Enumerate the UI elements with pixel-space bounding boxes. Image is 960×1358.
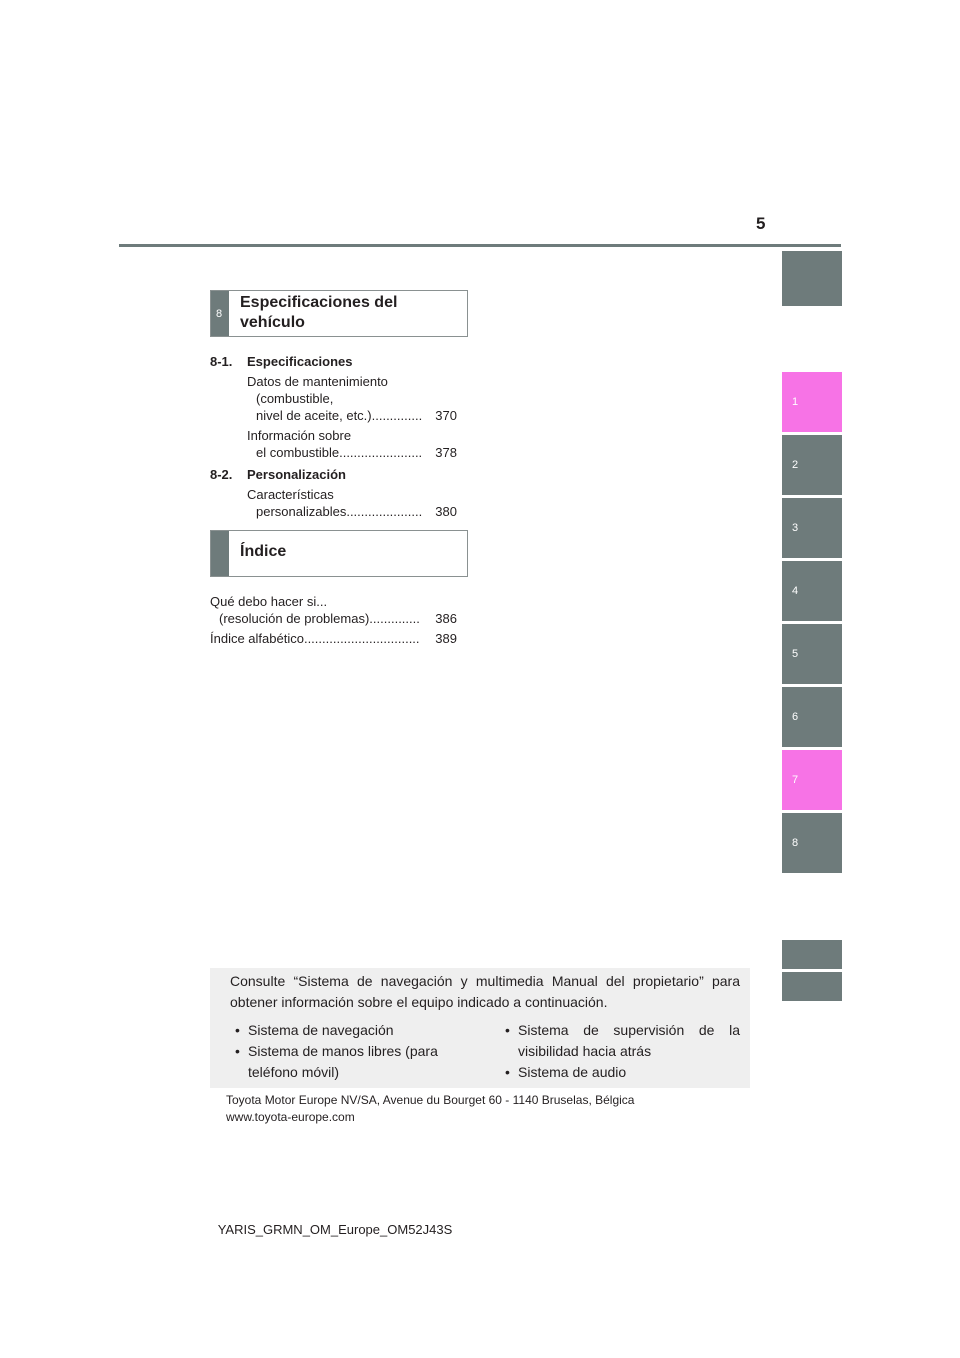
header-rule	[119, 244, 841, 247]
list-item: • Sistema de manos libres (para teléfono móvil)	[230, 1041, 460, 1083]
toc-chapter-8-1[interactable]: 8-1. Especificaciones	[210, 354, 353, 369]
section-number-bar: 8	[211, 291, 229, 336]
page-number: 5	[756, 214, 766, 233]
toc-specs	[210, 353, 457, 520]
tab-blank-index-2[interactable]	[782, 972, 842, 1001]
note-list-right	[500, 1020, 740, 1083]
tab-chapter-6[interactable]: 6	[782, 687, 842, 747]
document-code: YARIS_GRMN_OM_Europe_OM52J43S	[217, 1222, 453, 1237]
list-item: • Sistema de navegación	[230, 1020, 460, 1041]
toc-index	[210, 593, 457, 647]
multimedia-note-box	[210, 968, 750, 1088]
page-ref: 370	[435, 408, 457, 423]
tab-chapter-3[interactable]: 3	[782, 498, 842, 558]
toc-entry-maintenance-data[interactable]: Datos de mantenimiento (combustible, nivel de aceite, etc.).............. 370	[247, 374, 457, 423]
toc-entry-alphabetical-index[interactable]: Índice alfabético................................ 389	[210, 631, 457, 646]
page-ref: 389	[435, 631, 457, 646]
publisher-address: Toyota Motor Europe NV/SA, Avenue du Bourget 60 - 1140 Bruselas, Bélgica www.toyota-europe.com	[226, 1093, 635, 1124]
page-ref: 380	[435, 504, 457, 519]
page-ref: 386	[435, 611, 457, 626]
toc-entry-customizable-features[interactable]: Características personalizables..................... 380	[247, 487, 457, 519]
section-bar-index	[211, 531, 229, 576]
toc-entry-fuel-info[interactable]: Información sobre el combustible....................... 378	[247, 428, 457, 460]
section-header-index	[210, 530, 468, 577]
page-ref: 378	[435, 445, 457, 460]
tab-chapter-1[interactable]: 1	[782, 372, 842, 432]
section-title: Índice	[240, 543, 287, 560]
section-header-specs	[210, 290, 468, 337]
tab-chapter-4[interactable]: 4	[782, 561, 842, 621]
note-list-left	[230, 1020, 460, 1083]
note-intro: Consulte “Sistema de navegación y multimedia Manual del propietario” para obtener información sobre el equipo indicado a continuación.	[230, 973, 740, 1010]
toc-entry-troubleshooting[interactable]: Qué debo hacer si... (resolución de problemas).............. 386	[210, 594, 457, 626]
tab-chapter-2[interactable]: 2	[782, 435, 842, 495]
tab-blank-top[interactable]	[782, 251, 842, 306]
tab-chapter-5[interactable]: 5	[782, 624, 842, 684]
list-item: • Sistema de audio	[500, 1062, 740, 1083]
tab-chapter-7[interactable]: 7	[782, 750, 842, 810]
tab-blank-index-1[interactable]	[782, 940, 842, 969]
toc-chapter-8-2[interactable]: 8-2. Personalización	[210, 467, 346, 482]
list-item: • Sistema de supervisión de la visibilidad hacia atrás	[500, 1020, 740, 1062]
section-title: Especificaciones del vehículo	[240, 294, 398, 331]
website-link[interactable]: www.toyota-europe.com	[226, 1110, 355, 1124]
tab-chapter-8[interactable]: 8	[782, 813, 842, 873]
